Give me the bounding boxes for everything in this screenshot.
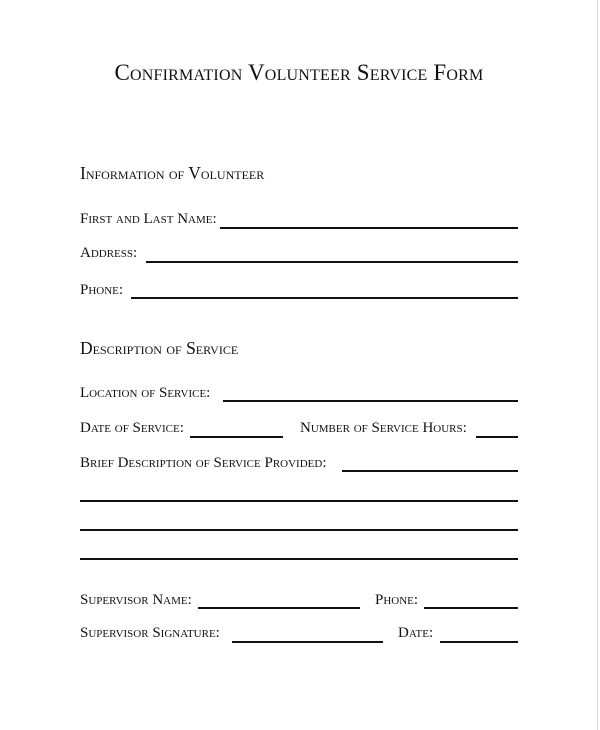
- description-line-4[interactable]: [80, 558, 518, 560]
- supervisor-signature-label: Supervisor Signature:: [80, 625, 220, 641]
- name-field-line[interactable]: [220, 227, 518, 229]
- phone-label: Phone:: [80, 282, 124, 298]
- supervisor-signature-field-line[interactable]: [232, 641, 383, 643]
- description-line-2[interactable]: [80, 500, 518, 502]
- supervisor-name-field-line[interactable]: [198, 607, 360, 609]
- description-field-line[interactable]: [342, 470, 518, 472]
- address-field-line[interactable]: [146, 261, 518, 263]
- date-of-service-label: Date of Service:: [80, 420, 184, 436]
- name-label: First and Last Name:: [80, 211, 217, 227]
- supervisor-phone-label: Phone:: [375, 592, 419, 608]
- address-label: Address:: [80, 245, 138, 261]
- service-hours-field-line[interactable]: [476, 436, 518, 438]
- supervisor-name-label: Supervisor Name:: [80, 592, 192, 608]
- service-hours-label: Number of Service Hours:: [300, 420, 467, 436]
- description-label: Brief Description of Service Provided:: [80, 455, 327, 471]
- supervisor-date-label: Date:: [398, 625, 434, 641]
- form-title: Confirmation Volunteer Service Form: [114, 60, 484, 85]
- phone-field-line[interactable]: [131, 297, 518, 299]
- description-line-3[interactable]: [80, 529, 518, 531]
- service-section-heading: Description of Service: [80, 338, 239, 358]
- location-label: Location of Service:: [80, 385, 211, 401]
- supervisor-phone-field-line[interactable]: [424, 607, 518, 609]
- date-of-service-field-line[interactable]: [190, 436, 283, 438]
- location-field-line[interactable]: [223, 400, 518, 402]
- volunteer-section-heading: Information of Volunteer: [80, 163, 265, 183]
- supervisor-date-field-line[interactable]: [440, 641, 518, 643]
